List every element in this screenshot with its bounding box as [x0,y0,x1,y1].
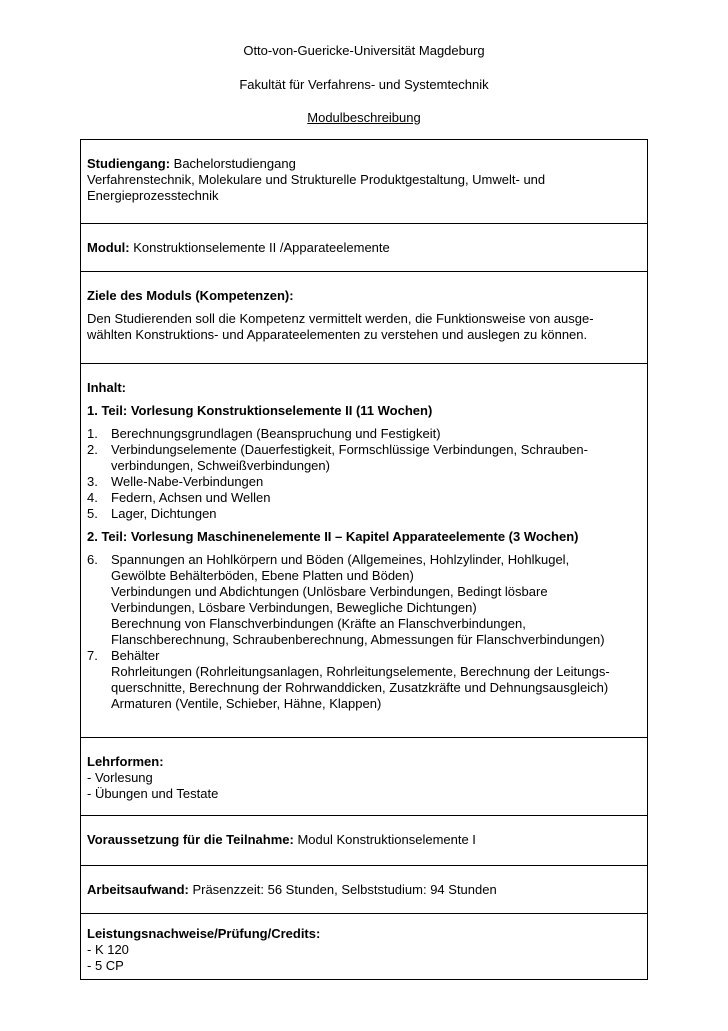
voraussetzung-label: Voraussetzung für die Teilnahme: [87,832,294,847]
studiengang-value: Bachelorstudiengang [170,156,296,171]
leistungsnachweise-label: Leistungsnachweise/Prüfung/Credits: [87,926,321,941]
list-item: 6. Spannungen an Hohlkörpern und Böden (Allgemeines, Hohlzylinder, Hohlkugel, [87,552,570,567]
arbeitsaufwand-label: Arbeitsaufwand: [87,882,189,897]
list-item: 1. Berechnungsgrundlagen (Beanspruchung und Festigkeit) [87,426,441,441]
ziele-cell [81,271,647,363]
lehrformen-cell [81,737,647,815]
inhalt-label: Inhalt: [87,380,126,395]
university-name: Otto-von-Guericke-Universität Magdeburg [243,43,485,58]
list-item: 4. Federn, Achsen und Wellen [87,490,271,505]
lehrformen-item: - Übungen und Testate [87,786,219,801]
studiengang-label: Studiengang: [87,156,171,171]
list-item: 5. Lager, Dichtungen [87,506,217,521]
list-item: Berechnung von Flanschverbindungen (Kräfte an Flanschverbindungen, [111,616,526,631]
faculty-name: Fakultät für Verfahrens- und Systemtechnik [239,77,489,92]
list-item: 2. Verbindungselemente (Dauerfestigkeit, Formschlüssige Verbindungen, Schrauben- [87,442,588,457]
teil1-list [87,426,641,522]
modul-label: Modul: [87,240,130,255]
list-item: verbindungen, Schweißverbindungen) [111,458,330,473]
lehrformen-item: - Vorlesung [87,770,153,785]
leistungsnachweise-item: - 5 CP [87,958,124,973]
arbeitsaufwand-cell [81,865,647,913]
list-item: Verbindungen, Lösbare Verbindungen, Bewegliche Dichtungen) [111,600,477,615]
teil2-list [87,552,641,712]
studiengang-line-3: Energieprozesstechnik [87,188,219,203]
studiengang-line [87,156,641,172]
modul-cell [81,223,647,271]
ziele-line-1: Den Studierenden soll die Kompetenz vermittelt werden, die Funktionsweise von ausge- [87,311,594,326]
ziele-line-2: wählten Konstruktions- und Apparateelementen zu verstehen und auslegen zu können. [87,327,588,342]
leistungsnachweise-cell [81,913,647,979]
arbeitsaufwand-value: Präsenzzeit: 56 Stunden, Selbststudium: 94 Stunden [188,882,497,897]
ziele-label: Ziele des Moduls (Kompetenzen): [87,288,294,303]
studiengang-line-2: Verfahrenstechnik, Molekulare und Strukturelle Produktgestaltung, Umwelt- und [87,172,546,187]
modul-value: Konstruktionselemente II /Apparateelemente [129,240,390,255]
lehrformen-label: Lehrformen: [87,754,164,769]
voraussetzung-value: Modul Konstruktionselemente I [293,832,476,847]
list-item: Gewölbte Behälterböden, Ebene Platten und Böden) [111,568,414,583]
list-item: Armaturen (Ventile, Schieber, Hähne, Klappen) [111,696,382,711]
list-item: Rohrleitungen (Rohrleitungsanlagen, Rohrleitungselemente, Berechnung der Leitungs- [111,664,610,679]
list-item: querschnitte, Berechnung der Rohrwanddicken, Zusatzkräfte und Dehnungsausgleich) [111,680,609,695]
list-item: 7. Behälter [87,648,160,663]
teil1-title: 1. Teil: Vorlesung Konstruktionselemente II (11 Wochen) [87,403,433,418]
inhalt-cell [81,363,647,737]
list-item: Verbindungen und Abdichtungen (Unlösbare Verbindungen, Bedingt lösbare [111,584,548,599]
list-item: 3. Welle-Nabe-Verbindungen [87,474,264,489]
studiengang-cell [81,140,647,223]
leistungsnachweise-item: - K 120 [87,942,129,957]
voraussetzung-cell [81,815,647,865]
document-title: Modulbeschreibung [307,110,421,125]
module-table [80,139,648,980]
teil2-title: 2. Teil: Vorlesung Maschinenelemente II – Kapitel Apparateelemente (3 Wochen) [87,529,579,544]
list-item: Flanschberechnung, Schraubenberechnung, Abmessungen für Flanschverbindungen) [111,632,605,647]
